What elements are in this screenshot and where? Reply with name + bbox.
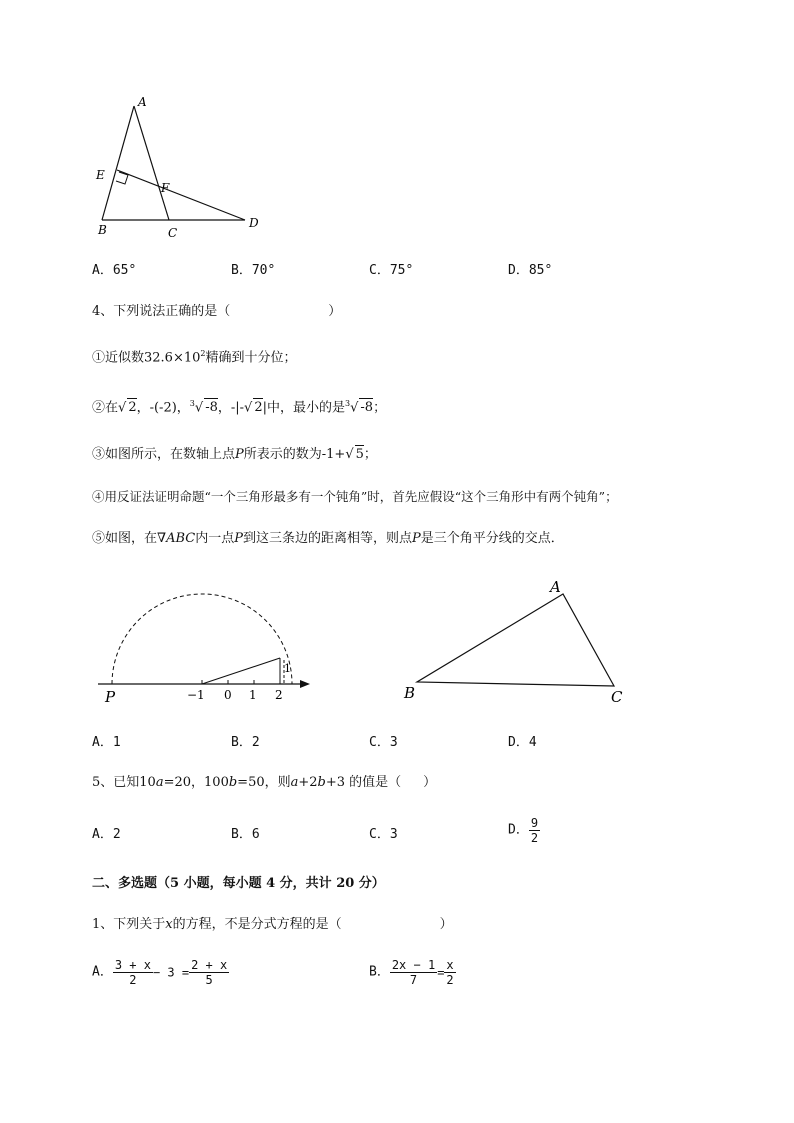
q4-option-c[interactable]: C．3: [369, 735, 398, 750]
q5-option-d[interactable]: [508, 816, 540, 845]
q5-option-a[interactable]: A．2: [92, 827, 121, 842]
q3-option-b[interactable]: B．70°: [231, 263, 276, 278]
line-ab: [102, 106, 134, 220]
q4-statement-3: ③如图所示，在数轴上点P所表示的数为-1+√ 5；: [92, 447, 377, 462]
label-E: E: [96, 168, 105, 182]
q5-option-b[interactable]: B．6: [231, 827, 260, 842]
q5-stem: 5、已知10a=20，100b=50，则a+2b+3 的值是（ ）: [92, 775, 437, 790]
q4-option-b[interactable]: B．2: [231, 735, 260, 750]
triangle-figure-2: [400, 572, 640, 712]
label-D: D: [249, 216, 259, 230]
label-P: P: [105, 688, 116, 706]
q4-option-a[interactable]: A．1: [92, 735, 121, 750]
q4-statement-4: ④用反证法证明命题“一个三角形最多有一个钝角”时，首先应假设“这个三角形中有两个钝角”；: [92, 489, 618, 504]
section-2-heading: 二、多选题（5 小题，每小题 4 分，共计 20 分）: [92, 876, 385, 891]
triangle-abc: [417, 594, 614, 686]
m1-stem: 1、下列关于x的方程，不是分式方程的是（ ）: [92, 917, 453, 932]
label-2: 2: [275, 688, 283, 702]
q5-option-d-prefix: D．: [508, 822, 529, 838]
q5-option-d-fraction: $\frac{9}{2}$: [530, 816, 539, 845]
q3-option-d[interactable]: D．85°: [508, 263, 553, 278]
m1-option-a[interactable]: A． $\frac{3 + x}{2}$ − 3 = $\frac{2 + x}{5}$: [92, 958, 228, 987]
segment-to-point: [202, 658, 280, 684]
label-unit-1: 1: [284, 662, 291, 675]
q4-statement-2: ②在√ 2，-(-2)，$^3$√ -8，-|-√ 2|中，最小的是$^3$√ -8；: [92, 399, 387, 416]
q4-option-d[interactable]: D．4: [508, 735, 537, 750]
line-ac: [134, 106, 169, 220]
label-B2: B: [404, 684, 416, 702]
q3-option-c[interactable]: C．75°: [369, 263, 414, 278]
label-0: 0: [224, 688, 232, 702]
dashed-arc: [112, 594, 292, 684]
q4-statement-5: ⑤如图，在∇ABC内一点P到这三条边的距离相等，则点P是三个角平分线的交点．: [92, 531, 564, 546]
label-A: A: [138, 95, 147, 109]
axis-arrow-icon: [300, 680, 310, 688]
q3-option-a[interactable]: A．65°: [92, 263, 137, 278]
number-line-figure: [90, 590, 330, 710]
label-minus-1: −1: [187, 688, 205, 702]
q5-option-c[interactable]: C．3: [369, 827, 398, 842]
label-F: F: [161, 181, 170, 195]
label-C: C: [168, 226, 178, 240]
label-C2: C: [611, 688, 623, 706]
q4-stem: 4、下列说法正确的是（ ）: [92, 304, 342, 319]
triangle-figure-1: [88, 92, 278, 242]
line-ed: [117, 170, 245, 220]
label-A2: A: [550, 578, 561, 596]
label-B: B: [98, 223, 107, 237]
m1-option-b[interactable]: B． $\frac{2x - 1}{7}$ = $\frac{x}{2}$: [369, 958, 454, 987]
q4-statement-1: ①近似数$32.6\times 10^2$精确到十分位；: [92, 349, 297, 366]
label-1: 1: [249, 688, 257, 702]
